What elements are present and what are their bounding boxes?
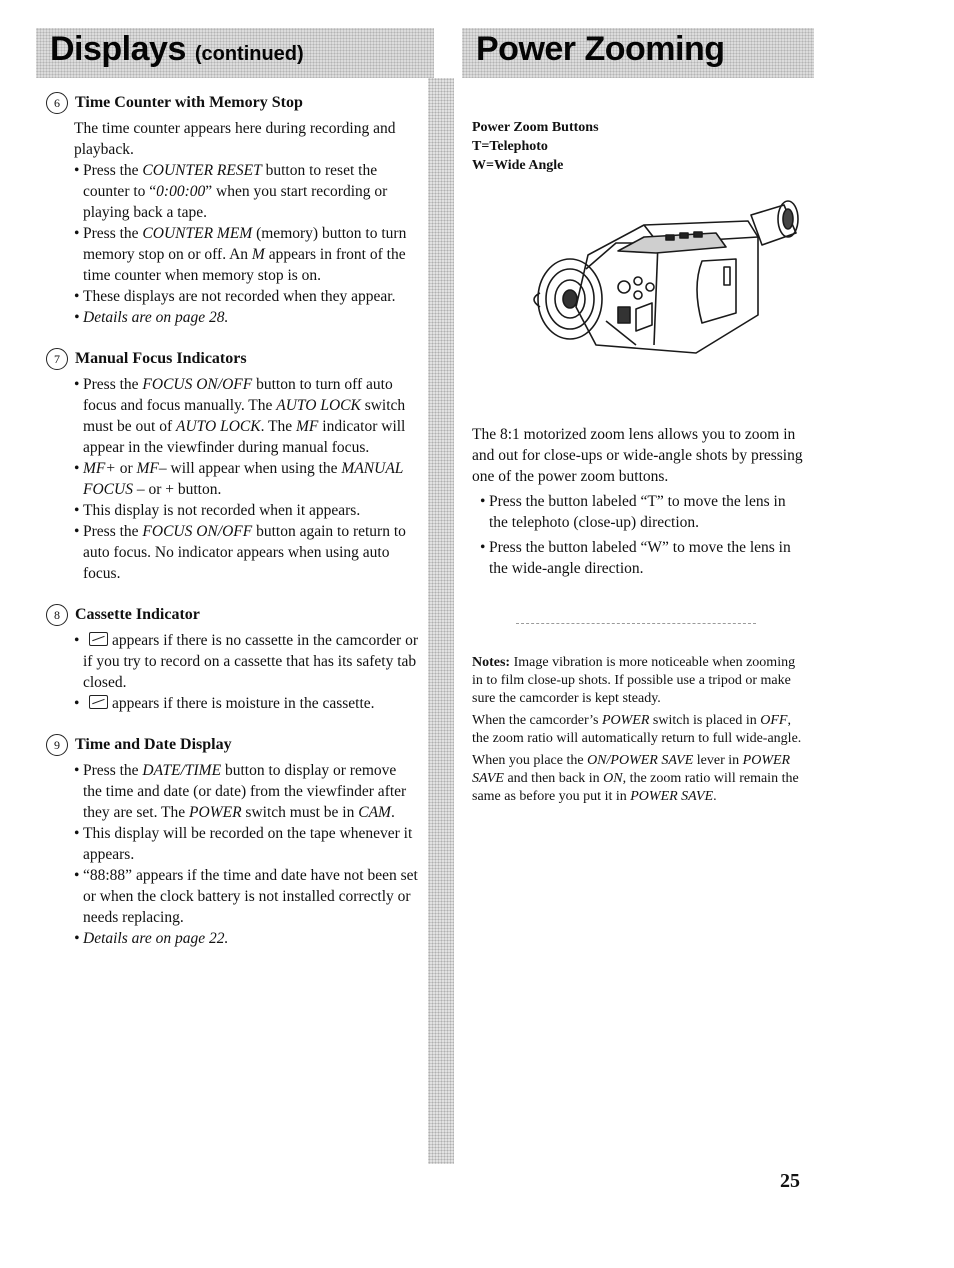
figure-caption-telephoto: T=Telephoto: [472, 139, 548, 154]
section-heading: [46, 734, 418, 756]
figure-caption-wide: W=Wide Angle: [472, 158, 564, 173]
bullet-item: • Press the button labeled “W” to move the lens in the wide-angle direction.: [480, 537, 808, 579]
right-header-title: Power Zooming: [476, 30, 725, 68]
section-title: Time and Date Display: [75, 736, 232, 753]
column-divider: [428, 78, 454, 1164]
section-time-counter: [46, 92, 418, 328]
bullet-item: • Press the FOCUS ON/OFF button again to return to auto focus. No indicator appears when using auto focus.: [74, 521, 418, 584]
circled-number-icon: 6: [46, 92, 68, 114]
left-header-title-text: Displays: [50, 30, 186, 68]
zoom-intro: The 8:1 motorized zoom lens allows you to zoom in and out for close-ups or wide-angle shots by pressing one of the power zoom buttons.: [472, 426, 803, 485]
page-reference: • Details are on page 22.: [74, 928, 418, 949]
note-paragraph: When the camcorder’s POWER switch is placed in OFF, the zoom ratio will automatically return to full wide-angle.: [472, 713, 802, 746]
bullet-item: • MF+ or MF– will appear when using the MANUAL FOCUS – or + button.: [74, 458, 418, 500]
bullet-item: • appears if there is moisture in the cassette.: [74, 693, 418, 714]
left-column: [46, 92, 418, 969]
section-heading: [46, 348, 418, 370]
page-reference: • Details are on page 28.: [74, 307, 418, 328]
bullet-item: • “88:88” appears if the time and date have not been set or when the clock battery is not installed correctly or needs replacing.: [74, 865, 418, 928]
right-column: [472, 118, 808, 810]
circled-number-icon: 7: [46, 348, 68, 370]
left-header-title: [50, 30, 304, 69]
dashed-rule: [516, 623, 756, 624]
page-number: 25: [780, 1170, 800, 1192]
camcorder-illustration: [526, 195, 806, 363]
bullet-item: • This display is not recorded when it appears.: [74, 500, 418, 521]
bullet-item: • Press the FOCUS ON/OFF button to turn off auto focus and focus manually. The AUTO LOCK switch must be out of AUTO LOCK. The MF indicator will appear in the viewfinder during manual focus.: [74, 374, 418, 458]
cassette-icon: [89, 695, 108, 709]
circled-number-icon: 8: [46, 604, 68, 626]
left-header-banner: [36, 28, 434, 78]
bullet-item: • This display will be recorded on the tape whenever it appears.: [74, 823, 418, 865]
section-heading: [46, 604, 418, 626]
section-title: Time Counter with Memory Stop: [75, 94, 303, 111]
bullet-item: • Press the COUNTER RESET button to reset the counter to “0:00:00” when you start recording or playing back a tape.: [74, 160, 418, 223]
bullet-item: • Press the button labeled “T” to move the lens in the telephoto (close-up) direction.: [480, 491, 808, 533]
note-paragraph: Notes: Image vibration is more noticeable when zooming in to film close-up shots. If possible use a tripod or make sure the camcorder is kept steady.: [472, 655, 796, 706]
section-time-date: [46, 734, 418, 949]
section-title: Cassette Indicator: [75, 606, 200, 623]
bullet-item: • These displays are not recorded when they appear.: [74, 286, 418, 307]
cassette-icon: [89, 632, 108, 646]
section-title: Manual Focus Indicators: [75, 350, 247, 367]
bullet-item: • Press the COUNTER MEM (memory) button to turn memory stop on or off. An M appears in front of the time counter when memory stop is on.: [74, 223, 418, 286]
circled-number-icon: 9: [46, 734, 68, 756]
note-paragraph: When you place the ON/POWER SAVE lever in POWER SAVE and then back in ON, the zoom ratio will remain the same as before you put it in POWER SAVE.: [472, 753, 799, 804]
left-header-subtitle: (continued): [194, 43, 304, 65]
figure-caption-buttons: Power Zoom Buttons: [472, 120, 599, 135]
section-intro: The time counter appears here during recording and playback.: [74, 120, 396, 158]
right-header-banner: [462, 28, 814, 78]
bullet-item: • appears if there is no cassette in the camcorder or if you try to record on a cassette that has its safety tab closed.: [74, 630, 418, 693]
section-manual-focus: [46, 348, 418, 584]
section-heading: [46, 92, 418, 114]
bullet-item: • Press the DATE/TIME button to display or remove the time and date (or date) from the viewfinder after they are set. The POWER switch must be in CAM.: [74, 760, 418, 823]
section-cassette-indicator: [46, 604, 418, 714]
